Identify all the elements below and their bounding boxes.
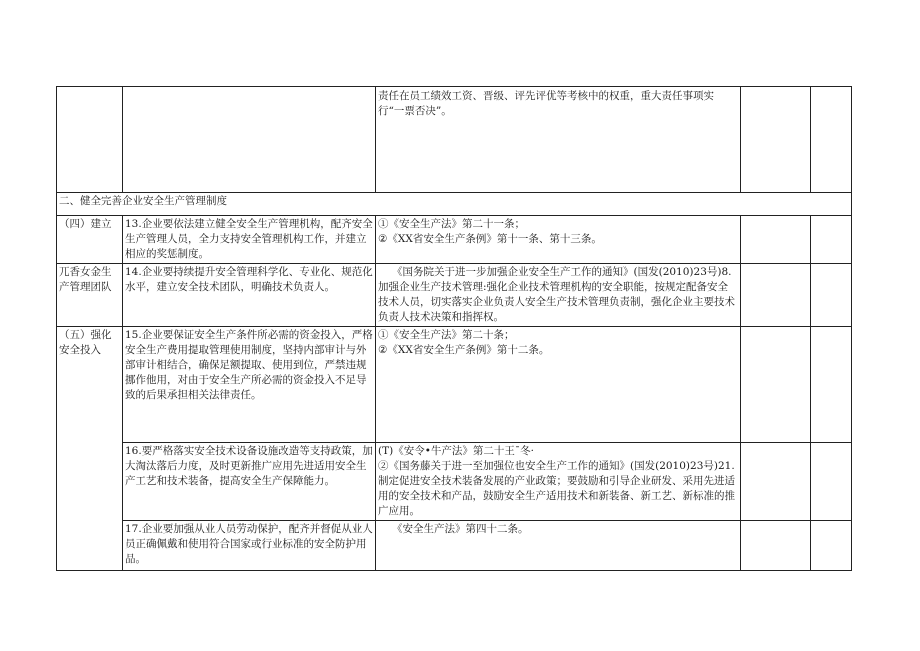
requirement-cell: 14.企业要持续提升安全管理科学化、专业化、规范化水平，建立安全技术团队，明确技术负责人。 <box>123 264 376 327</box>
law-line-1: ①《安全生产法》第二十一条； <box>378 218 525 230</box>
table-row-15 <box>57 327 852 443</box>
law-line-2: ②《XX省安全生产条例》第十二条。 <box>378 344 550 356</box>
check-cell <box>741 521 811 571</box>
requirement-cell <box>123 87 376 193</box>
check-cell <box>741 216 811 264</box>
law-line-1: (T)《安令•牛产法》第二十王ˉ冬· <box>378 445 534 457</box>
law-text: 责任在员工绩效工资、晋级、评先评优等考核中的权重，重大责任事项实行“一票否决”。 <box>378 90 714 117</box>
category-cell: 兀香女金生产管理团队 <box>57 264 123 327</box>
checklist-table <box>56 86 852 571</box>
law-cell <box>376 327 741 443</box>
table-row-13 <box>57 216 852 264</box>
table-row-continuation <box>57 87 852 193</box>
remark-cell <box>811 216 852 264</box>
check-cell <box>741 87 811 193</box>
section-title: 二、健全完善企业安全生产管理制度 <box>57 193 852 216</box>
requirement-cell: 17.企业要加强从业人员劳动保护，配齐并督促从业人员正确佩戴和使用符合国家或行业标准的安全防护用品。 <box>123 521 376 571</box>
table-row-16 <box>57 443 852 521</box>
table-row-14 <box>57 264 852 327</box>
remark-cell <box>811 327 852 443</box>
check-cell <box>741 264 811 327</box>
requirement-cell: 15.企业要保证安全生产条件所必需的资金投入，严格安全生产费用提取管理使用制度，坚持内部审计与外部审计相结合，确保足额提取、使用到位，严禁违规挪作他用，对由于安全生产所必需的资金投入不足导致的后果承担相关法律责任。 <box>123 327 376 443</box>
law-cell <box>376 264 741 327</box>
law-text: 《安全生产法》第四十二条。 <box>392 523 529 535</box>
law-cell <box>376 216 741 264</box>
requirement-cell: 13.企业要依法建立健全安全生产管理机构，配齐安全生产管理人员，全力支持安全管理机构工作，并建立相应的奖惩制度。 <box>123 216 376 264</box>
category-cell: （四）建立 <box>57 216 123 264</box>
law-cell <box>376 521 741 571</box>
section-row <box>57 193 852 216</box>
requirement-cell: 16.要严格落实安全技术设备设施改造等支持政策，加大淘汰落后力度，及时更新推广应用先进适用安全生产工艺和技术装备，提高安全生产保障能力。 <box>123 443 376 521</box>
law-line-1: ①《安全生产法》第二十条； <box>378 329 515 341</box>
law-cell <box>376 87 741 193</box>
category-cell <box>57 87 123 193</box>
remark-cell <box>811 521 852 571</box>
law-line-2: ②《国务藤关于进一至加强位也安全生产工作的通知》(国发(2010)23号)21.制定促进安全技术装备发展的产业政策；要鼓励和引导企业研发、采用先进适用的安全技术和产品，鼓励安全生产适用技术和新装备、新工艺、新标准的推广应用。 <box>378 460 735 517</box>
law-cell <box>376 443 741 521</box>
remark-cell <box>811 264 852 327</box>
category-cell: （五）强化安全投入 <box>57 327 123 571</box>
law-line-2: ②《XX省安全生产条例》第十一条、第十三条。 <box>378 233 602 245</box>
remark-cell <box>811 443 852 521</box>
remark-cell <box>811 87 852 193</box>
table-row-17 <box>57 521 852 571</box>
check-cell <box>741 327 811 443</box>
law-text: 《国务院关于进一步加强企业安全生产工作的通知》(国发(2010)23号)8.加强企业生产技术管理:强化企业技术管理机构的安全职能，按规定配备安全技术人员，切实落实企业负责人安全生产技术管理负责制，强化企业主要技术负责人技术决策和指挥权。 <box>378 266 735 323</box>
check-cell <box>741 443 811 521</box>
